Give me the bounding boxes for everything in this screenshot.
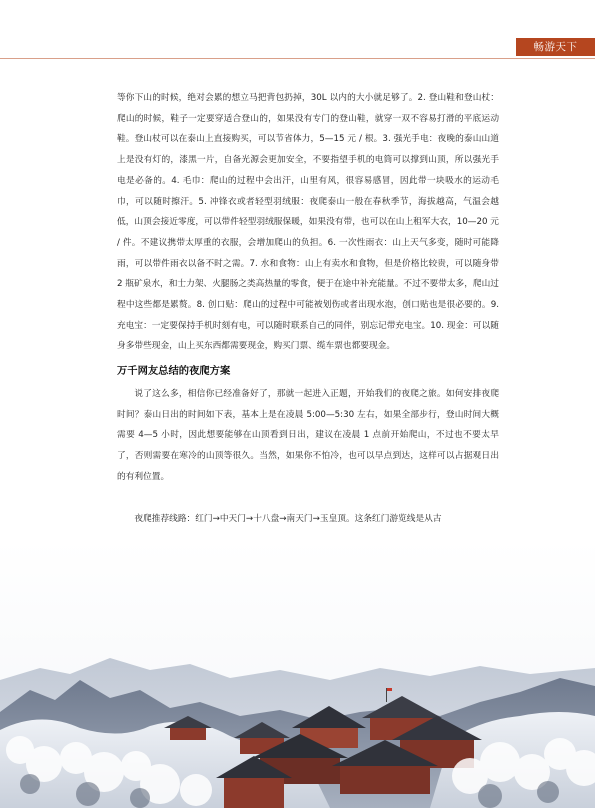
- section-tag: 畅游天下: [516, 38, 595, 56]
- section-heading: 万千网友总结的夜爬方案: [117, 365, 231, 377]
- body-paragraph-2: 夜爬推荐线路：红门→中天门→十八盘→南天门→玉皇顶。这条红门游览线是从古: [134, 514, 442, 524]
- mountain-temple-photo: [0, 540, 595, 808]
- packing-list-paragraph: 等你下山的时候，绝对会累的想立马把背包扔掉，30L 以内的大小就足够了。2. 登山鞋和登山杖：爬山的时候，鞋子一定要穿适合登山的，如果没有专门的登山鞋，就穿一双不容易打滑的平底运动鞋。登山杖可以在泰山上直接购买，可以节省体力，5—15 元 / 根。3. 强光手电：夜晚的泰山山道上是没有灯的，漆黑一片，自备光源会更加安全，不要指望手机的电筒可以撑到山顶，所以强光手电是必备的。4. 毛巾：爬山的过程中会出汗，山里有风，很容易感冒，因此带一块吸水的运动毛巾，可以随时擦汗。5. 冲锋衣或者轻型羽绒服：夜爬泰山一般在春秋季节，海拔越高，气温会越低，山顶会接近零度，可以带件轻型羽绒服保暖，如果没有带，也可以在山上租军大衣，10—20 元 / 件。不建议携带太厚重的衣服，会增加爬山的负担。6. 一次性雨衣：山上天气多变，随时可能降雨，可以带件雨衣以备不时之需。7. 水和食物：山上有卖水和食物，但是价格比较贵，可以随身带 2 瓶矿泉水，和士力架、火腿肠之类高热量的零食，便于在途中补充能量。不过不要带太多，爬山过程中这些都是累赘。8. 创口贴：爬山的过程中可能被划伤或者出现水泡，创口贴也是很必要的。9. 充电宝：一定要保持手机时刻有电，可以随时联系自己的同伴，别忘记带充电宝。10. 现金：可以随身多带些现金，山上买东西都需要现金，购买门票、缆车票也都要现金。: [117, 93, 499, 352]
- header-rule: [0, 58, 595, 59]
- body-paragraph-1: 说了这么多，相信你已经准备好了，那就一起进入正题，开始我们的夜爬之旅。如何安排夜爬时间？泰山日出的时间如下表，基本上是在凌晨 5:00—5:30 左右，如果全部步行，登山时间大概需要 4—5 小时，因此想要能够在山顶看到日出，建议在凌晨 1 点前开始爬山，不过也不要太早了，否则需要在寒冷的山顶等很久。当然，如果你不怕冷，也可以早点到达，这样可以占据观日出的有利位置。: [117, 389, 499, 482]
